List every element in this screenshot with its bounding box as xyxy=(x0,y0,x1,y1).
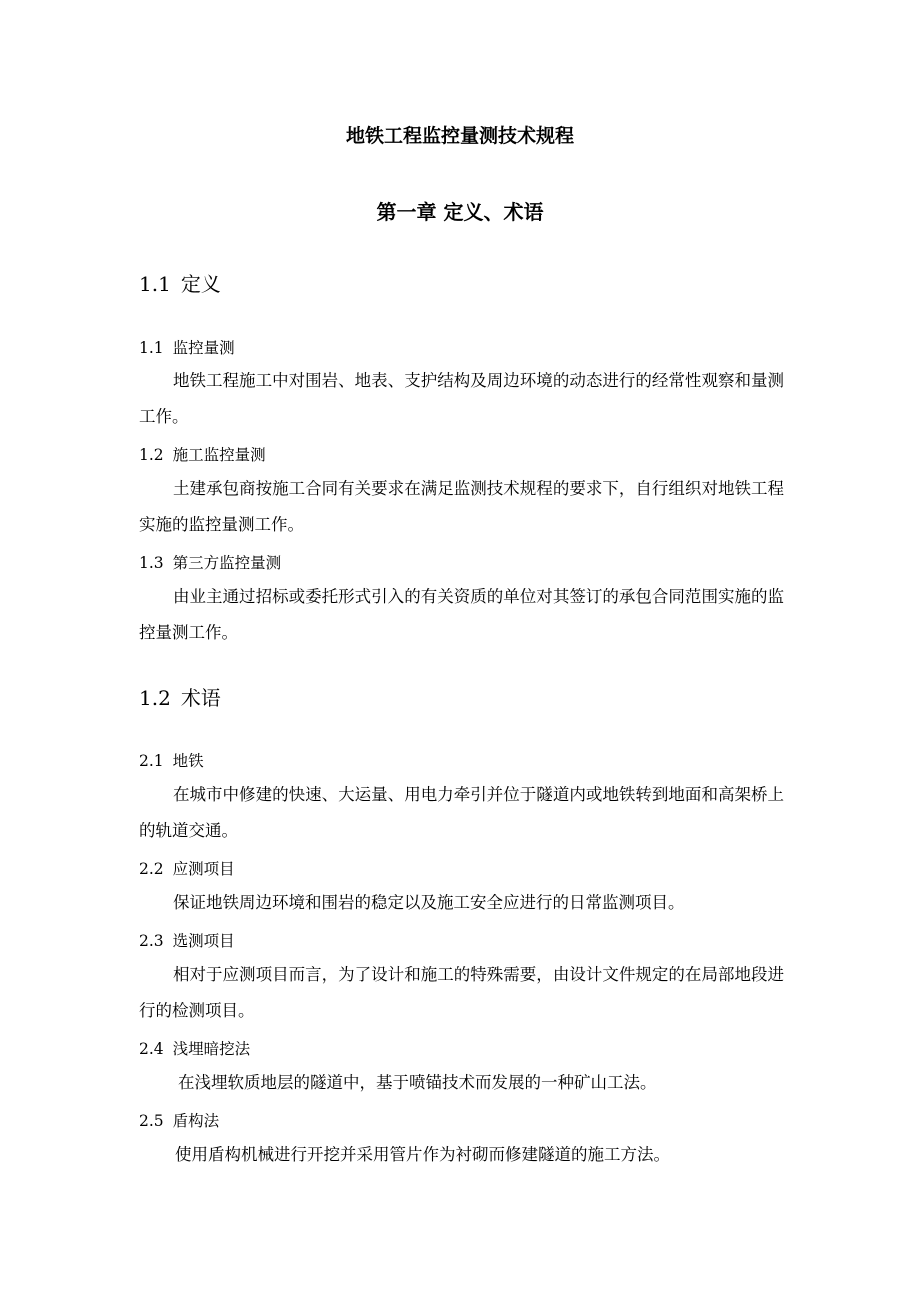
term-number: 2.2 xyxy=(139,860,164,878)
term-number: 2.5 xyxy=(139,1112,164,1130)
term-heading xyxy=(139,930,235,952)
section-title: 定义 xyxy=(180,272,221,296)
term-definition: 使用盾构机械进行开挖并采用管片作为衬砌而修建隧道的施工方法。 xyxy=(175,1145,670,1164)
term-name: 监控量测 xyxy=(172,339,235,357)
term-definition: 相对于应测项目而言，为了设计和施工的特殊需要，由设计文件规定的在局部地段进行的检测项目。 xyxy=(139,965,784,1020)
document-title: 地铁工程监控量测技术规程 xyxy=(345,125,574,147)
term-heading xyxy=(139,1038,250,1060)
term-name: 应测项目 xyxy=(172,860,235,878)
term-heading xyxy=(139,552,281,574)
term-name: 盾构法 xyxy=(172,1112,220,1130)
term-heading xyxy=(139,337,235,359)
term-number: 2.1 xyxy=(139,752,164,770)
term-number: 1.1 xyxy=(139,339,164,357)
term-definition: 在浅埋软质地层的隧道中，基于喷锚技术而发展的一种矿山工法。 xyxy=(178,1073,657,1092)
section-number: 1.2 xyxy=(139,686,171,710)
term-name: 施工监控量测 xyxy=(172,446,266,464)
chapter-title: 第一章 定义、术语 xyxy=(376,200,544,224)
term-heading xyxy=(139,444,266,466)
section-heading-terminology xyxy=(139,685,221,711)
term-definition: 由业主通过招标或委托形式引入的有关资质的单位对其签订的承包合同范围实施的监控量测工作。 xyxy=(139,587,784,642)
term-number: 1.2 xyxy=(139,446,164,464)
term-definition: 地铁工程施工中对围岩、地表、支护结构及周边环境的动态进行的经常性观察和量测工作。 xyxy=(139,371,784,426)
section-number: 1.1 xyxy=(139,272,171,296)
term-heading xyxy=(139,1110,219,1132)
term-definition: 在城市中修建的快速、大运量、用电力牵引并位于隧道内或地铁转到地面和高架桥上的轨道交通。 xyxy=(139,785,784,840)
term-name: 地铁 xyxy=(172,752,204,770)
term-number: 2.3 xyxy=(139,932,164,950)
section-heading-definitions xyxy=(139,271,221,297)
term-number: 2.4 xyxy=(139,1040,164,1058)
term-definition: 保证地铁周边环境和围岩的稳定以及施工安全应进行的日常监测项目。 xyxy=(173,893,685,912)
term-heading xyxy=(139,858,235,880)
term-name: 浅埋暗挖法 xyxy=(172,1040,251,1058)
term-name: 第三方监控量测 xyxy=(172,554,282,572)
section-title: 术语 xyxy=(180,686,221,710)
term-heading xyxy=(139,750,204,772)
term-number: 1.3 xyxy=(139,554,164,572)
term-name: 选测项目 xyxy=(172,932,235,950)
term-definition: 土建承包商按施工合同有关要求在满足监测技术规程的要求下，自行组织对地铁工程实施的监控量测工作。 xyxy=(139,479,784,534)
